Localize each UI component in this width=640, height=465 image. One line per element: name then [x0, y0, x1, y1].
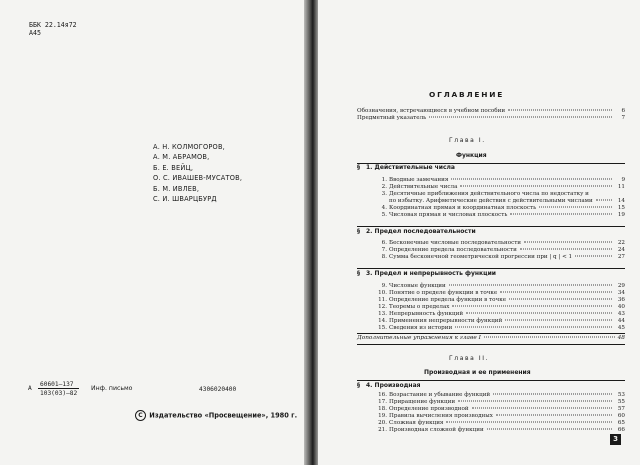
bbk-code: ББК 22.14я72 А45 [29, 21, 77, 37]
imprint-letter: А [28, 385, 32, 392]
toc-row: 15. Сведения из истории 45 [378, 325, 625, 331]
toc-row: по избытку. Арифметические действия с действительными числами 14 [389, 198, 625, 204]
section-rule [357, 380, 625, 381]
toc-row: 17. Приращение функции 55 [378, 399, 625, 405]
page-number: 3 [610, 434, 621, 445]
toc-row: 9. Числовые функции 29 [381, 283, 625, 289]
imprint-note: Инф. письмо [91, 385, 133, 392]
section-rule [357, 226, 625, 227]
toc-row: 5. Числовая прямая и числовая плоскость 19 [381, 212, 625, 218]
author: А. Н. КОЛМОГОРОВ, [153, 143, 225, 151]
chapter-name: Функция [456, 152, 487, 159]
section-rule [357, 268, 625, 269]
toc-row: 19. Правила вычисления производных 60 [378, 413, 625, 419]
author: Б. М. ИВЛЕВ, [153, 184, 200, 193]
toc-row: 4. Координатная прямая и координатная плоскость 15 [381, 205, 625, 211]
toc-row: 10. Понятие о пределе функции в точке 34 [378, 290, 625, 296]
extra-exercises-row: Дополнительные упражнения к главе I 48 [357, 335, 625, 341]
toc-row: 6. Бесконечные числовые последовательности 22 [381, 240, 625, 246]
author: А. М. АБРАМОВ, [153, 153, 210, 162]
author: О. С. ИВАШЕВ-МУСАТОВ, [153, 174, 243, 183]
chapter-label: Глава I. [449, 137, 486, 144]
imprint-numerator: 60601—137 [38, 381, 79, 389]
toc-row: 13. Непрерывность функций 43 [378, 311, 625, 317]
imprint-code: 4306020400 [199, 386, 237, 393]
author-list [153, 142, 242, 204]
section-heading: § 2. Предел последовательности [357, 228, 476, 235]
toc-row: 11. Определение предела функции в точке 36 [378, 297, 625, 303]
toc-row: Обозначения, встречающиеся в учебном пособии 6 [357, 108, 625, 114]
toc-row: 3. Десятичные приближения действительного числа по недостатку и [381, 191, 589, 197]
publisher-line [135, 410, 297, 421]
toc-row: 2. Действительные числа 11 [381, 184, 625, 190]
author: Б. Е. ВЕЙЦ, [153, 163, 194, 172]
author: С. И. ШВАРЦБУРД [153, 195, 217, 204]
toc-row: 12. Теоремы о пределах 40 [378, 304, 625, 310]
right-page [318, 0, 640, 465]
section-rule [357, 333, 625, 334]
toc-row: Предметный указатель 7 [357, 115, 625, 121]
toc-title: ОГЛАВЛЕНИЕ [429, 90, 505, 99]
toc-row: 18. Определение производной 57 [378, 406, 625, 412]
imprint-denominator: 103(03)—82 [40, 390, 78, 397]
toc-row: 20. Сложная функция 65 [378, 420, 625, 426]
section-heading: § 1. Действительные числа [357, 164, 455, 171]
chapter-label: Глава II. [449, 355, 490, 362]
section-heading: § 3. Предел и непрерывность функции [357, 270, 496, 277]
chapter-name: Производная и ее применения [424, 369, 531, 376]
toc-row: 16. Возрастание и убывание функций 53 [378, 392, 625, 398]
section-rule [357, 344, 625, 345]
section-heading: § 4. Производная [357, 382, 421, 389]
copyright-icon: C [135, 410, 146, 421]
publisher-text: Издательство «Просвещение», 1980 г. [149, 411, 298, 420]
toc-row: 1. Вводные замечания 9 [381, 177, 625, 183]
toc-row: 8. Сумма бесконечной геометрической прогрессии при | q | < 1 27 [381, 254, 625, 260]
left-page [0, 0, 306, 465]
toc-row: 7. Определение предела последовательности 24 [381, 247, 625, 253]
toc-row: 21. Производная сложной функции 66 [378, 427, 625, 433]
toc-row: 14. Применения непрерывности функций 44 [378, 318, 625, 324]
